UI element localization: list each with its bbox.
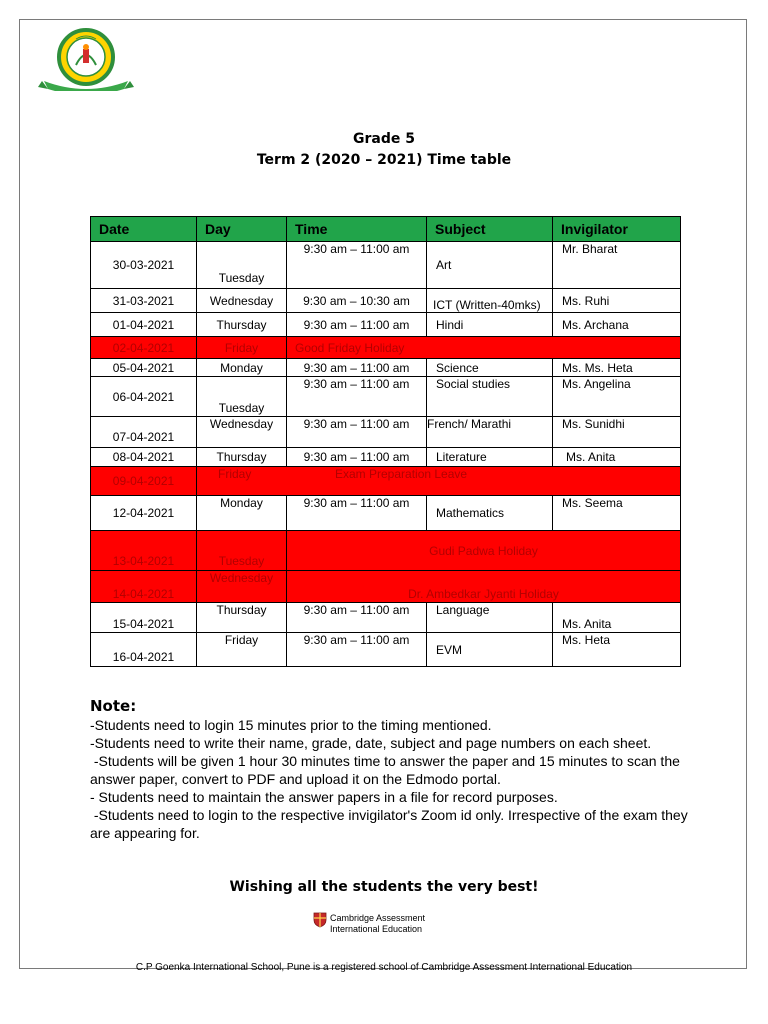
holiday-row — [91, 531, 681, 571]
school-logo — [36, 25, 136, 91]
cambridge-logo — [313, 912, 426, 942]
cell-holiday: Gudi Padwa Holiday — [287, 531, 681, 571]
cell-date: 12-04-2021 — [91, 496, 197, 531]
cell-day: Wednesday — [197, 571, 287, 603]
cell-invigilator: Ms. Ruhi — [553, 289, 681, 313]
cell-time: 9:30 am – 11:00 am — [287, 448, 427, 467]
cell-date: 15-04-2021 — [91, 603, 197, 633]
cell-holiday: Exam Preparation Leave — [335, 467, 468, 481]
cell-subject: Hindi — [427, 313, 553, 337]
footer-text: C.P Goenka International School, Pune is a registered school of Cambridge Assessment International Education — [135, 962, 633, 973]
cell-time: 9:30 am – 11:00 am — [287, 417, 427, 448]
notes-list — [90, 716, 690, 842]
cell-time: 9:30 am – 11:00 am — [287, 377, 427, 417]
timetable — [90, 216, 681, 667]
col-day: Day — [197, 217, 287, 242]
cell-date: 30-03-2021 — [91, 242, 197, 289]
cell-time: 9:30 am – 11:00 am — [287, 603, 427, 633]
cell-day: Friday — [197, 337, 287, 359]
table-row — [91, 496, 681, 531]
cell-day: Friday — [218, 467, 252, 481]
cell-time: 9:30 am – 11:00 am — [287, 496, 427, 531]
cell-day: Thursday — [197, 448, 287, 467]
holiday-row — [91, 337, 681, 359]
cell-invigilator: Ms. Angelina — [553, 377, 681, 417]
cell-subject: Literature — [427, 448, 553, 467]
cell-date: 31-03-2021 — [91, 289, 197, 313]
cell-day: Tuesday — [197, 377, 287, 417]
cell-subject: EVM — [427, 633, 553, 667]
cell-day: Wednesday — [197, 289, 287, 313]
cell-invigilator: Ms. Heta — [553, 633, 681, 667]
cell-subject: Social studies — [427, 377, 553, 417]
cell-holiday: Good Friday Holiday — [287, 337, 681, 359]
cell-day: Thursday — [197, 313, 287, 337]
col-invigilator: Invigilator — [553, 217, 681, 242]
cell-date: 14-04-2021 — [91, 571, 197, 603]
cell-date: 06-04-2021 — [91, 377, 197, 417]
note-heading: Note: — [90, 697, 137, 715]
table-row — [91, 603, 681, 633]
timetable-title: Term 2 (2020 – 2021) Time table — [256, 152, 512, 168]
cell-day: Friday — [197, 633, 287, 667]
cell-invigilator: Ms. Archana — [553, 313, 681, 337]
table-row — [91, 417, 681, 448]
cell-day: Thursday — [197, 603, 287, 633]
cambridge-line1: Cambridge Assessment — [330, 913, 426, 923]
table-header-row — [91, 217, 681, 242]
cell-day: Monday — [197, 359, 287, 377]
cell-subject: ICT (Written-40mks) — [427, 289, 553, 313]
cell-invigilator: Ms. Seema — [553, 496, 681, 531]
shield-icon — [313, 912, 327, 928]
col-subject: Subject — [427, 217, 553, 242]
table-row — [91, 289, 681, 313]
cell-day: Tuesday — [197, 242, 287, 289]
table-row — [91, 313, 681, 337]
cell-day: Monday — [197, 496, 287, 531]
table-row — [91, 448, 681, 467]
col-time: Time — [287, 217, 427, 242]
cell-time: 9:30 am – 10:30 am — [287, 289, 427, 313]
note-item: -Students need to login 15 minutes prior to the timing mentioned. — [90, 717, 492, 733]
cell-holiday: Dr. Ambedkar Jyanti Holiday — [287, 571, 681, 603]
cell-time: 9:30 am – 11:00 am — [287, 359, 427, 377]
cell-holiday-span — [197, 467, 681, 496]
cell-invigilator: Mr. Bharat — [553, 242, 681, 289]
cell-invigilator: Ms. Anita — [553, 603, 681, 633]
cell-invigilator: Ms. Sunidhi — [553, 417, 681, 448]
table-row — [91, 633, 681, 667]
holiday-row — [91, 467, 681, 496]
cell-date: 01-04-2021 — [91, 313, 197, 337]
table-row — [91, 359, 681, 377]
note-item: -Students will be given 1 hour 30 minutes time to answer the paper and 15 minutes to scan the answer paper, convert to PDF and upload it on the Edmodo portal. — [90, 753, 684, 787]
cell-time: 9:30 am – 11:00 am — [287, 633, 427, 667]
cell-invigilator: Ms. Anita — [553, 448, 681, 467]
cell-date: 02-04-2021 — [91, 337, 197, 359]
cell-date: 13-04-2021 — [91, 531, 197, 571]
table-row — [91, 377, 681, 417]
cell-subject: Art — [427, 242, 553, 289]
note-item: -Students need to write their name, grade, date, subject and page numbers on each sheet. — [90, 735, 652, 751]
col-date: Date — [91, 217, 197, 242]
cell-date: 08-04-2021 — [91, 448, 197, 467]
closing-message: Wishing all the students the very best! — [229, 879, 539, 895]
cell-time: 9:30 am – 11:00 am — [287, 313, 427, 337]
cell-time: 9:30 am – 11:00 am — [287, 242, 427, 289]
cell-date: 05-04-2021 — [91, 359, 197, 377]
note-item: - Students need to maintain the answer papers in a file for record purposes. — [90, 789, 558, 805]
cell-date: 07-04-2021 — [91, 417, 197, 448]
cell-subject: Language — [427, 603, 553, 633]
cell-date: 16-04-2021 — [91, 633, 197, 667]
cell-subject: French/ Marathi — [427, 417, 553, 448]
cell-invigilator: Ms. Ms. Heta — [553, 359, 681, 377]
grade-title: Grade 5 — [353, 131, 415, 147]
cell-subject: Mathematics — [427, 496, 553, 531]
cell-day: Tuesday — [197, 531, 287, 571]
note-item: -Students need to login to the respective invigilator's Zoom id only. Irrespective of the exam they are appearing for. — [90, 807, 692, 841]
cell-subject: Science — [427, 359, 553, 377]
table-row — [91, 242, 681, 289]
cell-date: 09-04-2021 — [91, 467, 197, 496]
holiday-row — [91, 571, 681, 603]
cell-day: Wednesday — [197, 417, 287, 448]
cambridge-line2: International Education — [330, 924, 423, 934]
